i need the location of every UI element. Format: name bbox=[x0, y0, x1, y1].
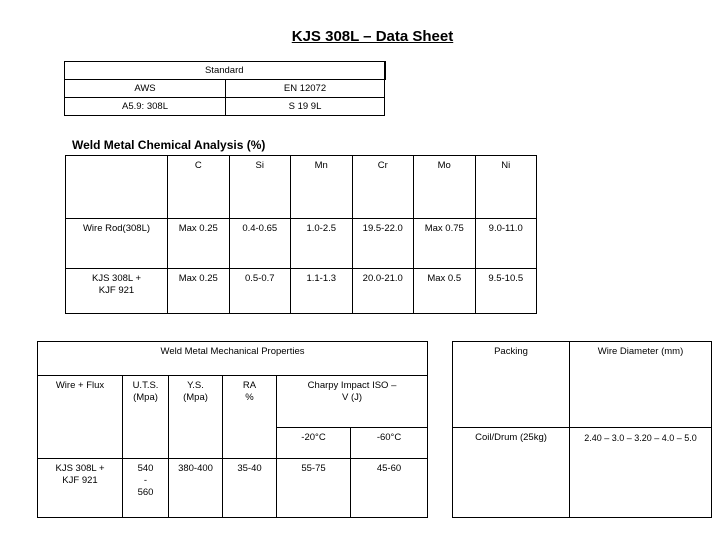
standard-table bbox=[64, 61, 386, 116]
cell: 9.5-10.5 bbox=[475, 269, 537, 314]
cell: 19.5-22.0 bbox=[352, 219, 414, 269]
en-value: S 19 9L bbox=[226, 98, 385, 116]
col-uts: U.T.S. (Mpa) bbox=[123, 376, 169, 459]
table-row bbox=[66, 219, 537, 269]
cell: 1.1-1.3 bbox=[291, 269, 353, 314]
packing-value: Coil/Drum (25kg) bbox=[453, 428, 570, 518]
col-cr: Cr bbox=[352, 156, 414, 219]
col-ni: Ni bbox=[475, 156, 537, 219]
row-label: Wire Rod(308L) bbox=[66, 219, 168, 269]
aws-header: AWS bbox=[65, 80, 226, 98]
cell: Max 0.75 bbox=[414, 219, 476, 269]
col-wire-flux: Wire + Flux bbox=[38, 376, 123, 459]
table-row bbox=[38, 459, 428, 518]
standard-header: Standard bbox=[65, 62, 385, 80]
row-label: KJS 308L + KJF 921 bbox=[38, 459, 123, 518]
wire-diameter-value: 2.40 – 3.0 – 3.20 – 4.0 – 5.0 bbox=[570, 428, 712, 518]
charpy-20-value: 55-75 bbox=[277, 459, 351, 518]
col-ra: RA % bbox=[223, 376, 277, 459]
table-row bbox=[66, 269, 537, 314]
mechanical-heading: Weld Metal Mechanical Properties bbox=[38, 342, 428, 376]
col-ys: Y.S. (Mpa) bbox=[169, 376, 223, 459]
cell: 1.0-2.5 bbox=[291, 219, 353, 269]
page-title: KJS 308L – Data Sheet bbox=[291, 28, 454, 45]
cell: Max 0.25 bbox=[168, 269, 230, 314]
col-mo: Mo bbox=[414, 156, 476, 219]
wire-diameter-header: Wire Diameter (mm) bbox=[570, 342, 712, 428]
packing-header: Packing bbox=[453, 342, 570, 428]
col-c: C bbox=[168, 156, 230, 219]
uts-value: 540 - 560 bbox=[123, 459, 169, 518]
chemical-table bbox=[65, 155, 537, 314]
cell: Max 0.5 bbox=[414, 269, 476, 314]
cell: Max 0.25 bbox=[168, 219, 230, 269]
col-si: Si bbox=[229, 156, 291, 219]
ra-value: 35-40 bbox=[223, 459, 277, 518]
ys-value: 380-400 bbox=[169, 459, 223, 518]
en-header: EN 12072 bbox=[226, 80, 385, 98]
charpy-60-value: 45-60 bbox=[351, 459, 428, 518]
cell: 0.4-0.65 bbox=[229, 219, 291, 269]
row-label: KJS 308L + KJF 921 bbox=[66, 269, 168, 314]
cell: 20.0-21.0 bbox=[352, 269, 414, 314]
cell: 0.5-0.7 bbox=[229, 269, 291, 314]
temp-minus20: -20°C bbox=[277, 428, 351, 459]
temp-minus60: -60°C bbox=[351, 428, 428, 459]
cell: 9.0-11.0 bbox=[475, 219, 537, 269]
aws-value: A5.9: 308L bbox=[65, 98, 226, 116]
chemical-heading: Weld Metal Chemical Analysis (%) bbox=[72, 138, 266, 152]
chem-corner bbox=[66, 156, 168, 219]
packing-table bbox=[452, 341, 712, 518]
col-charpy: Charpy Impact ISO – V (J) bbox=[277, 376, 428, 428]
mechanical-table bbox=[37, 341, 428, 518]
col-mn: Mn bbox=[291, 156, 353, 219]
